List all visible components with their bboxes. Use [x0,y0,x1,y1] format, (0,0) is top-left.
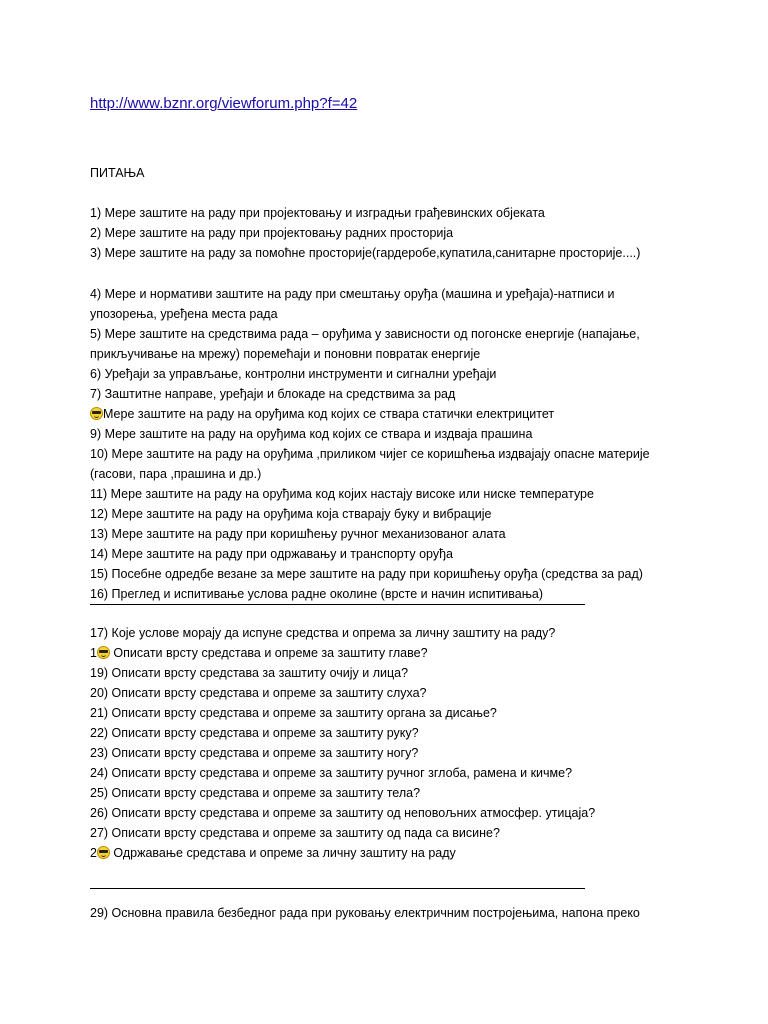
question-14: 14) Мере заштите на раду при одржавању и транспорту оруђа [90,547,453,561]
question-20: 20) Описати врсту средстава и опреме за заштиту слуха? [90,686,427,700]
separator-line [90,888,585,889]
question-4-line-2: упозорења, уређена места рада [90,307,278,321]
question-7: 7) Заштитне направе, уређаји и блокаде на средствима за рад [90,387,456,401]
question-5-line-1: 5) Мере заштите на средствима рада – оруђима у зависности од погонске енергије (напајање, [90,327,640,341]
smiley-sunglasses-icon [97,646,110,659]
question-13: 13) Мере заштите на раду при коришћењу ручног механизованог алата [90,527,506,541]
question-1: 1) Мере заштите на раду при пројектовању и изградњи грађевинских објеката [90,206,545,220]
question-3: 3) Мере заштите на раду за помоћне просторије(гардеробе,купатила,санитарне просторије....) [90,246,641,260]
question-4-line-1: 4) Мере и нормативи заштите на раду при смештању оруђа (машина и уређаја)-натписи и [90,287,615,301]
question-9: 9) Мере заштите на раду на оруђима код којих се ствара и издваја прашина [90,427,533,441]
question-22: 22) Описати врсту средстава и опреме за заштиту руку? [90,726,419,740]
question-24: 24) Описати врсту средстава и опреме за заштиту ручног зглоба, рамена и кичме? [90,766,573,780]
question-29: 29) Основна правила безбедног рада при руковању електричним постројењима, напона преко [90,906,640,920]
question-group-2 [90,284,760,605]
question-15: 15) Посебне одредбе везане за мере заштите на раду при коришћењу оруђа (средства за рад) [90,567,643,581]
separator-line [90,604,585,605]
question-27: 27) Описати врсту средстава и опреме за заштиту од пада са висине? [90,826,500,840]
question-10-line-2: (гасови, пара ,прашина и др.) [90,467,262,481]
question-28-text: Одржавање средстава и опреме за личну заштиту на раду [109,846,456,860]
question-28 [90,843,760,863]
question-21: 21) Описати врсту средстава и опреме за заштиту органа за дисање? [90,706,497,720]
question-10-line-1: 10) Мере заштите на раду на оруђима ,приликом чијег се коришћења издвајају опасне материје [90,447,650,461]
question-6: 6) Уређаји за управљање, контролни инструменти и сигнални уређаји [90,367,497,381]
question-11: 11) Мере заштите на раду на оруђима код којих настају високе или ниске температуре [90,487,594,501]
question-group-5 [90,903,760,923]
question-28-prefix: 2 [90,846,97,860]
smiley-sunglasses-icon [97,846,110,859]
question-18-prefix: 1 [90,646,97,660]
question-17: 17) Које услове морају да испуне средства и опрема за личну заштиту на раду? [90,626,556,640]
question-12: 12) Мере заштите на раду на оруђима која стварају буку и вибрације [90,507,492,521]
question-2: 2) Мере заштите на раду при пројектовању радних просторија [90,226,454,240]
question-23: 23) Описати врсту средстава и опреме за заштиту ногу? [90,746,419,760]
question-8 [90,404,760,424]
question-8-text: Мере заштите на раду на оруђима код којих се ствара статички електрицитет [103,407,555,421]
document-page [90,0,760,1024]
question-25: 25) Описати врсту средстава и опреме за заштиту тела? [90,786,421,800]
question-26: 26) Описати врсту средстава и опреме за заштиту од неповољних атмосфер. утицаја? [90,806,596,820]
smiley-sunglasses-icon [90,407,103,420]
forum-link[interactable]: http://www.bznr.org/viewforum.php?f=42 [90,95,358,112]
page-heading: ПИТАЊА [90,166,145,180]
question-group-1 [90,203,760,263]
question-5-line-2: прикључивање на мрежу) поремећаји и поновни повратак енергије [90,347,481,361]
question-group-4 [90,888,760,889]
question-18-text: Описати врсту средстава и опреме за заштиту главе? [109,646,428,660]
question-18 [90,643,760,663]
question-19: 19) Описати врсту средстава за заштиту очију и лица? [90,666,409,680]
question-group-3 [90,623,760,863]
question-16: 16) Преглед и испитивање услова радне околине (врсте и начин испитивања) [90,587,544,601]
